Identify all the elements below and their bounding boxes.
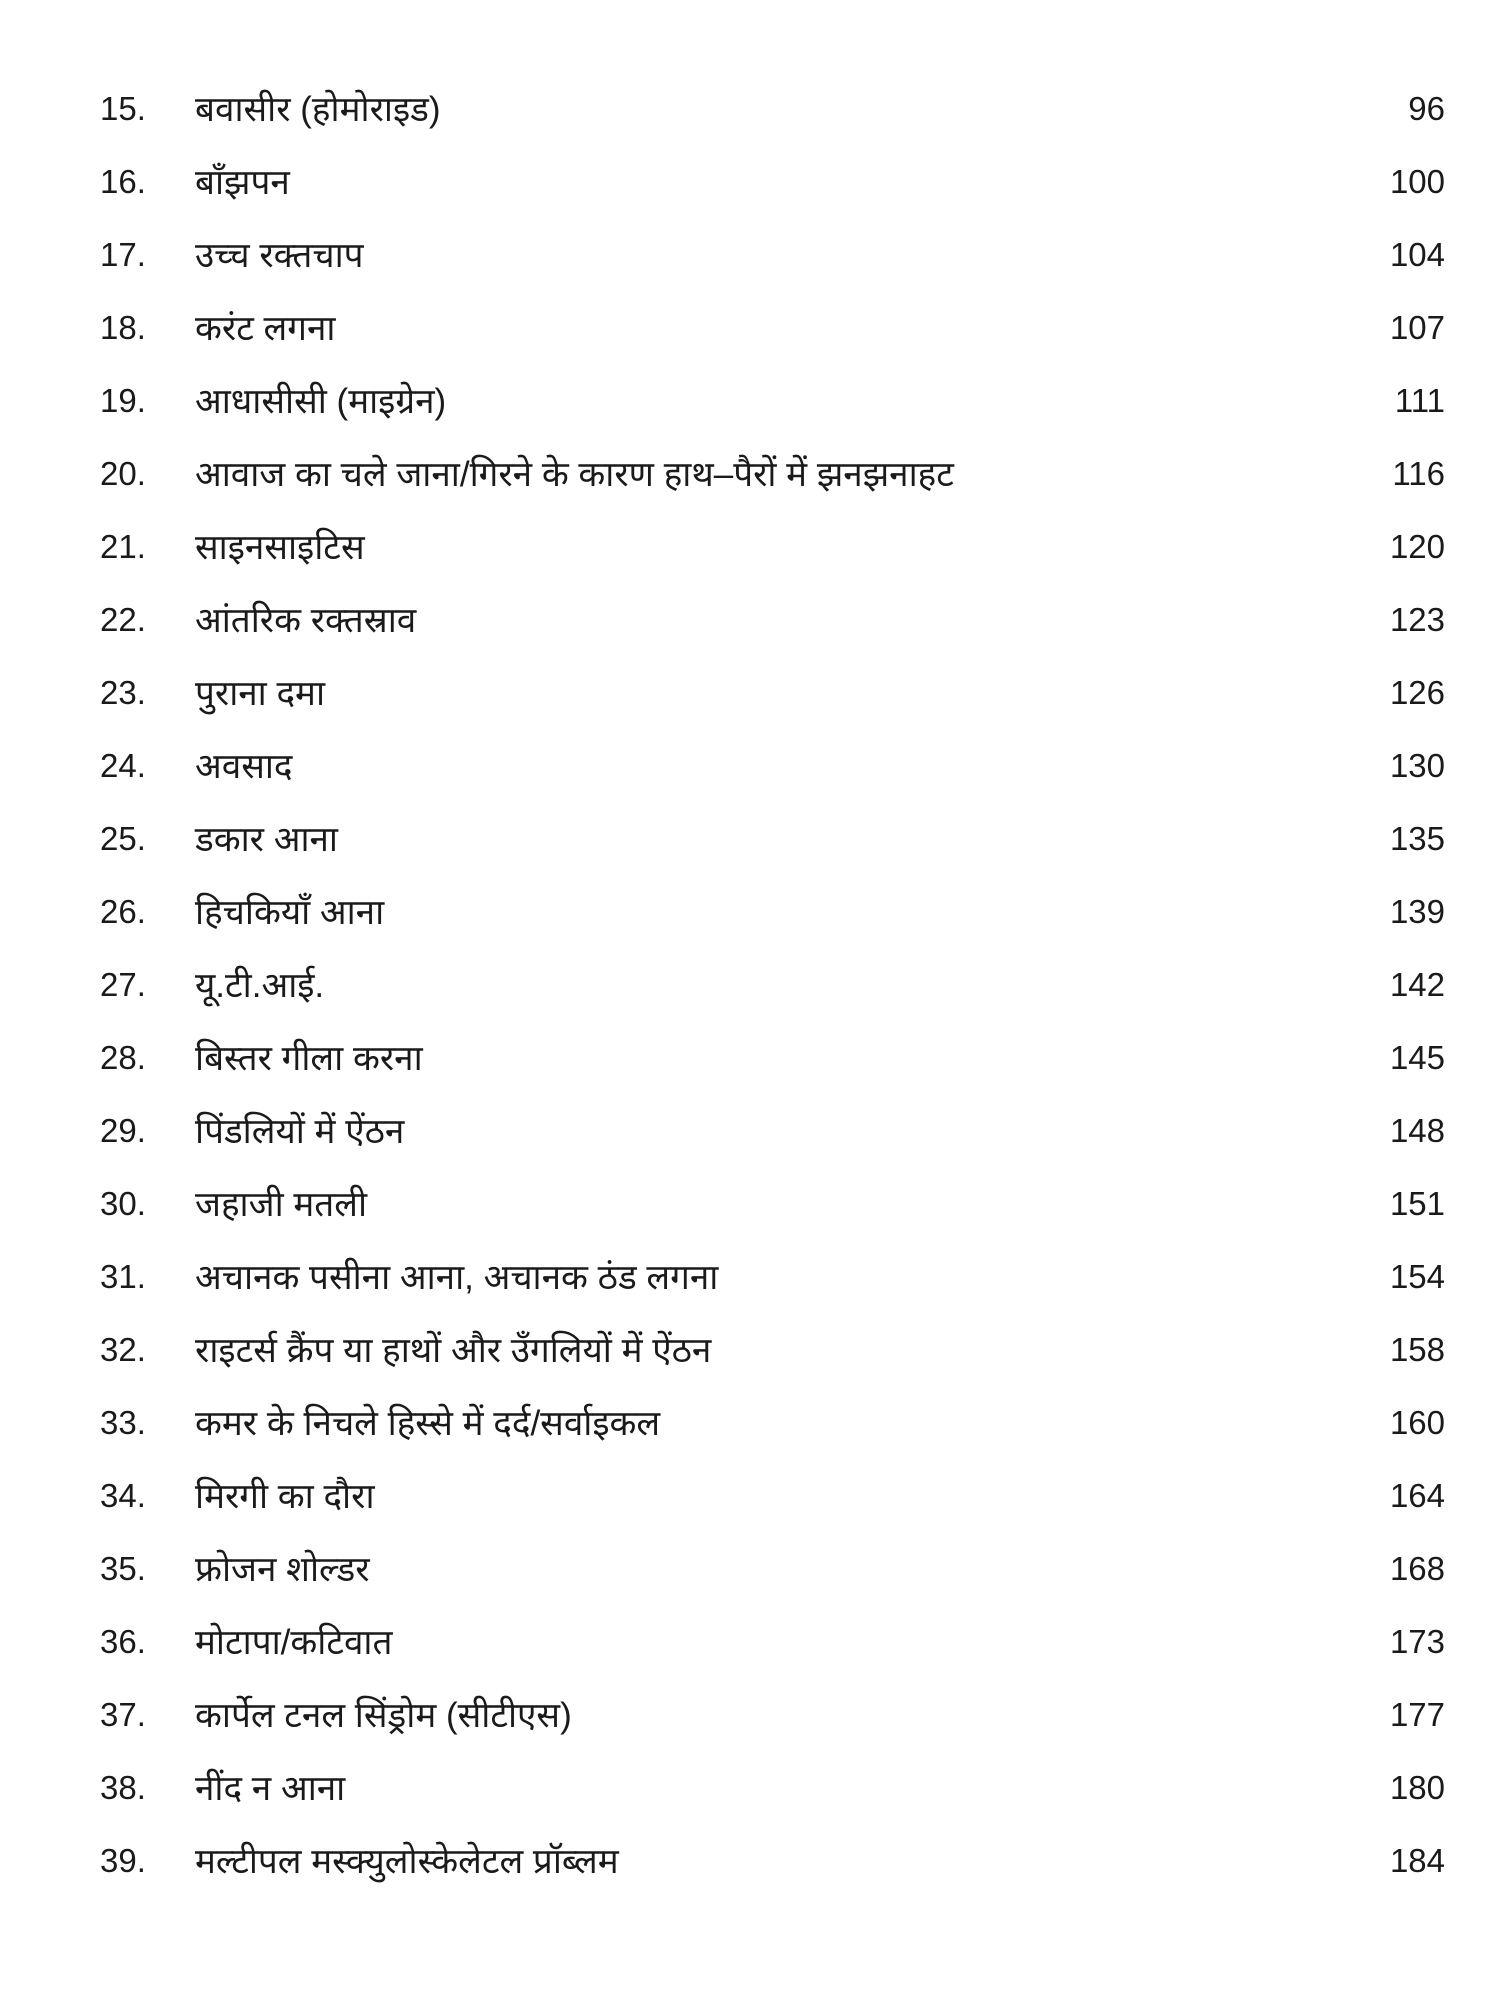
entry-title: अचानक पसीना आना, अचानक ठंड लगना	[195, 1258, 719, 1297]
entry-title: हिचकियाँ आना	[195, 893, 385, 932]
entry-page-number: 177	[1389, 1695, 1445, 1733]
toc-entry	[0, 1751, 1500, 1824]
entry-title: जहाजी मतली	[195, 1185, 368, 1224]
entry-title: बिस्तर गीला करना	[195, 1039, 423, 1078]
entry-page-number: 120	[1389, 527, 1445, 565]
toc-entry	[0, 875, 1500, 948]
toc-entry	[0, 291, 1500, 364]
entry-number: 32.	[100, 1330, 146, 1368]
entry-page-number: 145	[1389, 1038, 1445, 1076]
entry-number: 19.	[100, 381, 146, 419]
entry-page-number: 104	[1389, 235, 1445, 273]
entry-title: कमर के निचले हिस्से में दर्द/सर्वाइकल	[195, 1404, 661, 1443]
entry-number: 36.	[100, 1622, 146, 1660]
toc-entry	[0, 1824, 1500, 1897]
toc-entry	[0, 364, 1500, 437]
entry-page-number: 139	[1389, 892, 1445, 930]
toc-entry	[0, 1459, 1500, 1532]
toc-entry	[0, 729, 1500, 802]
entry-title: फ्रोजन शोल्डर	[195, 1550, 370, 1589]
entry-number: 16.	[100, 162, 146, 200]
entry-number: 15.	[100, 89, 146, 127]
entry-title: पुराना दमा	[195, 674, 326, 713]
entry-title: नींद न आना	[195, 1769, 346, 1808]
toc-entry	[0, 437, 1500, 510]
toc-entry	[0, 948, 1500, 1021]
entry-page-number: 111	[1394, 381, 1445, 419]
entry-title: आंतरिक रक्तस्राव	[195, 601, 417, 640]
entry-page-number: 135	[1389, 819, 1445, 857]
entry-number: 34.	[100, 1476, 146, 1514]
entry-number: 23.	[100, 673, 146, 711]
toc-entry	[0, 802, 1500, 875]
entry-page-number: 173	[1389, 1622, 1445, 1660]
entry-number: 31.	[100, 1257, 146, 1295]
toc-entry	[0, 218, 1500, 291]
toc-entry	[0, 1167, 1500, 1240]
entry-page-number: 160	[1389, 1403, 1445, 1441]
entry-page-number: 123	[1389, 600, 1445, 638]
entry-title: पिंडलियों में ऐंठन	[195, 1112, 405, 1151]
entry-title: अवसाद	[195, 747, 293, 786]
entry-title: आवाज का चले जाना/गिरने के कारण हाथ–पैरों में झनझनाहट	[195, 455, 954, 494]
entry-page-number: 96	[1408, 89, 1445, 127]
entry-number: 30.	[100, 1184, 146, 1222]
toc-entry	[0, 1678, 1500, 1751]
entry-page-number: 130	[1389, 746, 1445, 784]
entry-page-number: 142	[1389, 965, 1445, 1003]
entry-title: मोटापा/कटिवात	[195, 1623, 393, 1662]
entry-title: मल्टीपल मस्क्युलोस्केलेटल प्रॉब्लम	[195, 1842, 619, 1881]
entry-number: 17.	[100, 235, 146, 273]
entry-page-number: 116	[1392, 454, 1445, 492]
entry-number: 26.	[100, 892, 146, 930]
toc-entry	[0, 72, 1500, 145]
entry-number: 27.	[100, 965, 146, 1003]
entry-number: 25.	[100, 819, 146, 857]
entry-number: 38.	[100, 1768, 146, 1806]
toc-entry	[0, 1021, 1500, 1094]
entry-page-number: 158	[1389, 1330, 1445, 1368]
entry-title: कार्पेल टनल सिंड्रोम (सीटीएस)	[195, 1696, 572, 1735]
entry-page-number: 151	[1389, 1184, 1445, 1222]
toc-entry	[0, 1094, 1500, 1167]
entry-page-number: 180	[1389, 1768, 1445, 1806]
toc-entry	[0, 145, 1500, 218]
entry-number: 28.	[100, 1038, 146, 1076]
entry-title: आधासीसी (माइग्रेन)	[195, 382, 447, 421]
toc-entry	[0, 1605, 1500, 1678]
toc-entry	[0, 1386, 1500, 1459]
entry-title: करंट लगना	[195, 309, 336, 348]
entry-title: राइटर्स क्रैंप या हाथों और उँगलियों में ऐंठन	[195, 1331, 712, 1370]
entry-page-number: 148	[1389, 1111, 1445, 1149]
entry-number: 37.	[100, 1695, 146, 1733]
entry-title: उच्च रक्तचाप	[195, 236, 364, 275]
entry-number: 21.	[100, 527, 146, 565]
entry-number: 18.	[100, 308, 146, 346]
toc-entry	[0, 1240, 1500, 1313]
toc-entry	[0, 1532, 1500, 1605]
toc-entry	[0, 510, 1500, 583]
entry-title: बवासीर (होमोराइड)	[195, 90, 441, 129]
entry-page-number: 100	[1389, 162, 1445, 200]
toc-entry	[0, 656, 1500, 729]
entry-page-number: 164	[1389, 1476, 1445, 1514]
entry-page-number: 107	[1389, 308, 1445, 346]
entry-number: 33.	[100, 1403, 146, 1441]
entry-title: बाँझपन	[195, 163, 290, 202]
toc-entry	[0, 1313, 1500, 1386]
entry-page-number: 168	[1389, 1549, 1445, 1587]
toc-entry	[0, 583, 1500, 656]
entry-page-number: 126	[1389, 673, 1445, 711]
entry-title: साइनसाइटिस	[195, 528, 365, 567]
table-of-contents	[0, 72, 1500, 1897]
entry-title: यू.टी.आई.	[195, 966, 325, 1005]
entry-title: मिरगी का दौरा	[195, 1477, 375, 1516]
entry-number: 22.	[100, 600, 146, 638]
entry-number: 35.	[100, 1549, 146, 1587]
entry-page-number: 154	[1389, 1257, 1445, 1295]
entry-page-number: 184	[1389, 1841, 1445, 1879]
entry-number: 39.	[100, 1841, 146, 1879]
entry-number: 20.	[100, 454, 146, 492]
entry-number: 29.	[100, 1111, 146, 1149]
entry-title: डकार आना	[195, 820, 338, 859]
entry-number: 24.	[100, 746, 146, 784]
